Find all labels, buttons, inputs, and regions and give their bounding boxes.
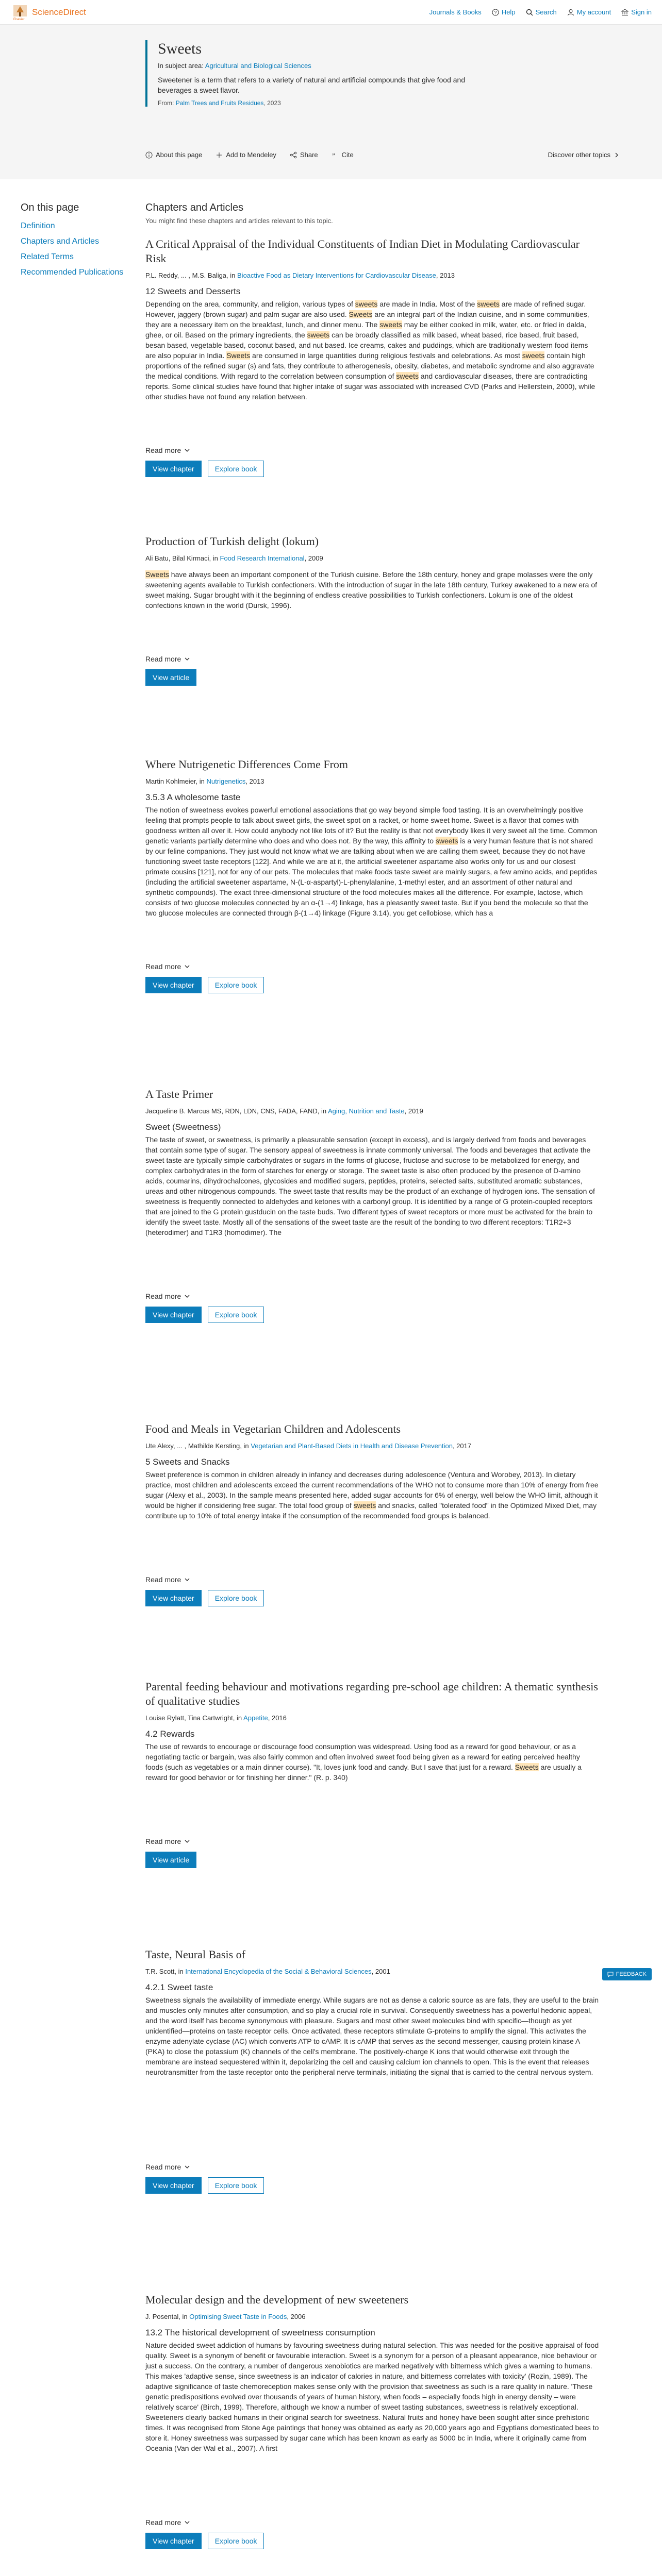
excerpt-fade (145, 419, 599, 443)
help-label: Help (501, 8, 516, 16)
result-card (145, 1087, 599, 1323)
card-section-heading: Sweet (Sweetness) (145, 1122, 221, 1132)
card-authors: Martin Kohlmeier, in (145, 777, 205, 785)
card-excerpt: The notion of sweetness evokes powerful emotional associations that go way beyond simple food tasting. It is an overwhelmingly positive feeling that prompts people to talk about sweet girls, the sweet spot on a racket, or home sweet home. Sweet is a flavor that comes with goodness written all over it. How could anybody not like lots of it? But the reality is that not everybody likes it very sweet all the time. Common genetic variants partially determine who does and who does not. By the way, this affinity to sweets is a very human feature that is not shared by our feline companions. They just would not know what we are talking about when we are calling them sweet, because they do not have functioning sweet taste receptors [122]. And while we are at it, the artificial sweetener aspartame also works only for us and our closest primate cousins [121], not for any of our pets. The molecules that make foods taste sweet are mainly sugars, a few amino acids, and peptides (including the artificial sweetener aspartame, N-(L-α-aspartyl)-L-phenylalanine, 1-methyl ester, and an assortment of other natural and synthetic compounds). The exact three-dimensional structure of the food molecules makes all the difference. For example, lactose, which consists of two glucose molecules connected by an α-(1→4) linkage, has a pleasantly sweet taste. But if you bend the molecule so that the two glucose molecules are connected through β-(1→4) linkage (Figure 3.14), you get cellobiose, which has a (145, 806, 598, 917)
card-title[interactable] (145, 237, 599, 266)
card-byline (145, 777, 599, 786)
card-section-heading: 4.2 Rewards (145, 1729, 195, 1739)
info-icon (145, 151, 153, 159)
view-chapter-button[interactable]: View chapter (145, 461, 202, 477)
card-section-heading: 13.2 The historical development of sweetness consumption (145, 2328, 375, 2337)
logo-text: Elsevier (13, 18, 25, 21)
nav-title: On this page (21, 202, 79, 213)
card-title[interactable] (145, 757, 599, 772)
excerpt-fade (145, 2492, 599, 2515)
card-year: , 2017 (452, 1442, 472, 1450)
view-chapter-button[interactable]: View chapter (145, 1590, 202, 1606)
subject-prefix: In subject area: (158, 62, 204, 70)
read-more-button[interactable] (145, 1837, 599, 1845)
card-excerpt: Nature decided sweet addiction of humans by favouring sweetness during natural selection. This was needed for the positive appraisal of food quality. Sweet is a synonym of benefit or favourable interaction. Sweet is a synonym for a person of a pleasant appearance, nice behaviour or just a success. On the contrary, a number of dangerous xenobiotics are marked negatively with bitterness which gives a warning to humans. This makes 'adaptive sense, since sweetness is an indicator of calories in nature, and bitterness correlates with toxicity' (Rozin, 1989). The adaptive significance of taste chemoreception makes sense only with the provision that sweetness as such is a rare quality in nature. 'These genetic predispositions evolved over thousands of years of human history, when foods – especially foods high in energy density – were relatively scarce' (Birch, 1999). Therefore, although we know a number of sweet tasting substances, sweetness is relatively exceptional. Sweeteners clearly backed humans in their original search for sweetness. Natural fruits and honey have been sought after since prehistoric times. It was recognised from Stone Age paintings that honey was obtained as early as 20,000 years ago and Egyptians domesticated bees to store it. Honey sweetness was surpassed by sugar cane which has been known as early as 5000 bc in India, where it originally came from Oceania (Van der Wal et al., 2007). A first (145, 2341, 599, 2452)
view-chapter-button[interactable]: View chapter (145, 977, 202, 993)
nav-item-recommended-publications[interactable]: Recommended Publications (21, 268, 124, 277)
card-excerpt-container (145, 805, 599, 959)
on-this-page-nav (21, 202, 129, 283)
read-more-label: Read more (145, 655, 181, 663)
card-authors: Ali Batu, Bilal Kirmaci, in (145, 554, 218, 562)
institution-icon (621, 9, 628, 16)
card-excerpt-container (145, 2340, 599, 2515)
card-excerpt-container (145, 1134, 599, 1289)
nav-item-chapters-articles[interactable]: Chapters and Articles (21, 237, 100, 246)
card-excerpt-container (145, 299, 599, 443)
brand-name[interactable]: ScienceDirect (32, 7, 86, 17)
explore-book-button[interactable]: Explore book (208, 977, 264, 993)
subject-area (158, 62, 620, 70)
quote-icon (332, 151, 339, 159)
result-card (145, 534, 599, 686)
card-year: , 2013 (436, 272, 455, 279)
sign-in-link[interactable] (621, 8, 652, 16)
chevron-down-icon (184, 1293, 190, 1299)
cite-label: Cite (341, 151, 354, 159)
card-title-link[interactable]: Where Nutrigenetic Differences Come From (145, 758, 349, 771)
card-title-link[interactable]: Food and Meals in Vegetarian Children and Adolescents (145, 1422, 401, 1435)
about-page-label: About this page (156, 151, 203, 159)
excerpt-fade (145, 936, 599, 959)
card-title-link[interactable]: A Taste Primer (145, 1088, 213, 1100)
card-byline (145, 2312, 599, 2321)
journals-books-label: Journals & Books (429, 8, 482, 16)
card-section-heading: 5 Sweets and Snacks (145, 1457, 230, 1467)
card-source-link[interactable]: Optimising Sweet Taste in Foods (189, 2313, 287, 2320)
explore-book-button[interactable]: Explore book (208, 461, 264, 477)
explore-book-button[interactable]: Explore book (208, 1307, 264, 1323)
card-source-link[interactable]: Bioactive Food as Dietary Interventions for Cardiovascular Disease (237, 272, 436, 279)
card-authors: J. Posental, in (145, 2313, 188, 2320)
explore-book-button[interactable]: Explore book (208, 2533, 264, 2549)
card-section-heading: 3.5.3 A wholesome taste (145, 792, 241, 802)
read-more-button[interactable] (145, 962, 599, 971)
definition-source (158, 99, 620, 107)
nav-item-definition[interactable]: Definition (21, 222, 55, 230)
card-excerpt-container (145, 1995, 599, 2160)
result-card (145, 237, 599, 477)
add-to-mendeley-button[interactable] (216, 151, 276, 159)
chevron-down-icon (184, 2164, 190, 2170)
read-more-button[interactable] (145, 655, 599, 663)
read-more-button[interactable] (145, 2518, 599, 2527)
plus-icon (216, 151, 223, 159)
discover-topics-button[interactable] (548, 151, 620, 159)
chevron-right-icon (614, 152, 620, 158)
read-more-label: Read more (145, 2163, 181, 2171)
view-article-button[interactable]: View article (145, 1852, 196, 1868)
feedback-button[interactable] (602, 1968, 652, 1980)
share-icon (290, 151, 297, 159)
card-year: , 2019 (404, 1107, 423, 1115)
card-source-link[interactable]: Aging, Nutrition and Taste (328, 1107, 405, 1115)
card-excerpt: The use of rewards to encourage or discourage food consumption was widespread. Using food as a reward for good behaviour, or as a negotiating tactic or bargain, was also fairly common and often involved sweet food being given as a reward for eating perceived healthy foods (such as vegetables or a main dinner course). "It, loves junk food and candy. But I save that just for a reward. Sweets are usually a reward for good behavior or for finishing her dinner." (R. p. 340) (145, 1742, 582, 1782)
read-more-label: Read more (145, 962, 181, 971)
journals-books-link[interactable] (429, 8, 482, 16)
topic-actions (145, 151, 620, 159)
chevron-down-icon (184, 1577, 190, 1583)
card-excerpt: Sweetness signals the availability of immediate energy. While sugars are not as dense a caloric source as are fats, they are useful to the brain and muscles only minutes after consumption, and so play a crucial role in survival. Consequently sweetness has a powerful hedonic appeal, and the word itself has become synonymous with pleasure. Sugars and most other sweet molecules bind with specific—though as yet unidentified—proteins on taste receptor cells. Once activated, these receptors stimulate G-proteins to amplify the signal. This activates the enzyme adenylate cyclase (AC) which converts ATP to cAMP. It is cAMP that serves as the second messenger, causing protein kinase A (PKA) to close the potassium (K) channels of the cell's membrane. The positively-charge K ions that would otherwise exit through the membrane are instead sequestered within it, depolarizing the cell and causing calcium ion channels to open. This is the event that releases neurotransmitter from the taste receptor onto the peripheral nerve terminals, initiating the signal that is carried to the central nervous system. (145, 1996, 599, 2076)
chapters-articles-section (145, 202, 599, 2545)
excerpt-fade (145, 1549, 599, 1572)
card-title[interactable] (145, 534, 599, 549)
cite-button[interactable] (332, 151, 354, 159)
card-title-link[interactable]: A Critical Appraisal of the Individual Constituents of Indian Diet in Modulating Cardiovascular Risk (145, 238, 580, 265)
nav-item-related-terms[interactable]: Related Terms (21, 252, 74, 261)
help-link[interactable] (492, 8, 516, 16)
card-byline (145, 554, 599, 563)
card-title[interactable] (145, 1680, 599, 1708)
read-more-button[interactable] (145, 1292, 599, 1300)
card-source-link[interactable]: International Encyclopedia of the Social & Behavioral Sciences (185, 1968, 372, 1975)
search-icon (526, 9, 533, 16)
chevron-down-icon (184, 963, 190, 970)
result-card (145, 2293, 599, 2549)
excerpt-fade (145, 1810, 599, 1834)
result-card (145, 1947, 599, 2194)
read-more-label: Read more (145, 446, 181, 454)
page-title: Sweets (158, 40, 202, 57)
svg-text:?: ? (494, 10, 497, 15)
view-article-button[interactable]: View article (145, 669, 196, 686)
about-page-button[interactable] (145, 151, 202, 159)
card-section-heading: 4.2.1 Sweet taste (145, 1982, 213, 1992)
card-title[interactable] (145, 2293, 599, 2307)
excerpt-fade (145, 1265, 599, 1289)
add-to-mendeley-label: Add to Mendeley (226, 151, 276, 159)
my-account-label: My account (576, 8, 611, 16)
view-chapter-button[interactable]: View chapter (145, 1307, 202, 1323)
svg-text:”: ” (332, 152, 335, 159)
chevron-down-icon (184, 447, 190, 453)
my-account-link[interactable] (567, 8, 611, 16)
card-title[interactable] (145, 1087, 599, 1101)
excerpt-fade (145, 628, 599, 652)
chevron-down-icon (184, 2519, 190, 2526)
card-excerpt-container (145, 569, 599, 652)
card-authors: T.R. Scott, in (145, 1968, 184, 1975)
card-source-link[interactable]: Vegetarian and Plant-Based Diets in Health and Disease Prevention (251, 1442, 453, 1450)
section-title: Chapters and Articles (145, 202, 244, 213)
card-source-link[interactable]: Appetite (243, 1714, 268, 1722)
feedback-label: FEEDBACK (616, 1971, 647, 1977)
card-excerpt: The taste of sweet, or sweetness, is primarily a pleasurable sensation (except in excess), and is largely derived from foods and beverages that contain some type of sugar. The sensory appeal of sweetness is innate commonly universal. The foods and beverages that activate the sweet taste are typically simple carbohydrates or sugars in the forms of glucose, fructose and sucrose to be metabolized for energy, and complex carbohydrates in the form of starches for energy or storage. The sweet taste is also often produced by the presence of D-amino acids, coumarins, dihydrochalcones, glycosides and modified sugars, peptides, proteins, selected salts, substituted aromatic substances, ureas and other nitrogenous compounds. The sweet taste that results may be the product of an exchange of hydrogen ions. The sensation of sweetness is frequently connected to aldehydes and ketones with a carbonyl group. It is identified by a range of G protein-coupled receptors that are joined to the G protein gustducin on the taste buds. Two different types of sweet receptors or more must be activated for the brain to identify the sweet taste. Mostly all of the sensations of the sweet taste are the result of the bonding to two different receptors: T1R2+3 (heterodimer) and T1R3 (homodimer). The (145, 1136, 595, 1236)
topic-definition: Sweetener is a term that refers to a variety of natural and artificial compounds that give food and beverages a sweet flavor. (158, 76, 466, 94)
chevron-down-icon (184, 1838, 190, 1844)
view-chapter-button[interactable]: View chapter (145, 2177, 202, 2194)
search-label: Search (535, 8, 557, 16)
card-byline (145, 1714, 599, 1723)
logo[interactable] (12, 4, 86, 21)
definition-source-link[interactable]: Palm Trees and Fruits Residues (175, 99, 264, 107)
card-year: , 2001 (371, 1968, 390, 1975)
card-excerpt-container (145, 1741, 599, 1834)
chat-icon (607, 1971, 614, 1977)
card-section-heading: 12 Sweets and Desserts (145, 286, 241, 296)
explore-book-button[interactable]: Explore book (208, 2177, 264, 2194)
card-year: , 2016 (268, 1714, 287, 1722)
user-icon (567, 9, 574, 16)
card-byline (145, 1107, 599, 1116)
card-byline (145, 1967, 599, 1976)
read-more-button[interactable] (145, 1575, 599, 1584)
card-title-link[interactable]: Parental feeding behaviour and motivations regarding pre-school age children: A thematic synthesis of qualitative studies (145, 1680, 598, 1707)
result-card (145, 1680, 599, 1868)
section-intro: You might find these chapters and articles relevant to this topic. (145, 217, 333, 225)
card-excerpt: Depending on the area, community, and religion, various types of sweets are made in India. Most of the sweets are made of refined sugar. However, jaggery (brown sugar) and palm sugar are also used. Sweets are an integral part of the Indian cuisine, and in some communities, they are a necessary item on the breakfast, lunch, and dinner menu. The sweets may be either cooked in milk, water, etc. or fried in dalda, ghee, or oil. Based on the primary ingredients, the sweets can be broadly classified as milk based, wheat based, rice based, fruit based, besan based, vegetable based, coconut based, and nut based. Ice creams, cakes and puddings, which are traditionally western food items are also popular in India. Sweets are consumed in large quantities during religious festivals and celebrations. As most sweets contain high proportions of the refined sugar (s) and fats, they contribute to atherogenesis, obesity, diabetes, and metabolic syndrome and also aggravate the medical conditions. With regard to the correlation between consumption of sweets and cardiovascular diseases, there are contradicting reports. Some clinical studies have found that higher intake of sugar was associated with increased CVD (Parks and Hellerstein, 2000), while other studies have not found any relation between. (145, 300, 595, 401)
card-year: , 2006 (287, 2313, 306, 2320)
share-button[interactable] (290, 151, 318, 159)
card-byline (145, 1442, 599, 1451)
chevron-down-icon (184, 656, 190, 662)
read-more-label: Read more (145, 1837, 181, 1845)
elsevier-logo-icon (12, 4, 28, 21)
explore-book-button[interactable]: Explore book (208, 1590, 264, 1606)
sign-in-label: Sign in (631, 8, 652, 16)
card-title[interactable] (145, 1422, 599, 1436)
result-card (145, 1422, 599, 1606)
read-more-label: Read more (145, 2518, 181, 2527)
card-title-link[interactable]: Production of Turkish delight (lokum) (145, 535, 319, 548)
site-header (0, 0, 662, 25)
excerpt-fade (145, 2136, 599, 2160)
read-more-button[interactable] (145, 446, 599, 454)
subject-area-link[interactable]: Agricultural and Biological Sciences (205, 62, 311, 70)
card-title[interactable] (145, 1947, 599, 1962)
search-link[interactable] (526, 8, 557, 16)
card-title-link[interactable]: Taste, Neural Basis of (145, 1948, 245, 1961)
card-excerpt: Sweet preference is common in children already in infancy and decreases during adolescence (Ventura and Worobey, 2013). In dietary practice, most children and adolescents exceed the current recommendations of the WHO not to consume more than 10% of energy from free sugar (Alexy et al., 2003). In the sample means presented here, added sugar accounts for 6% of energy, well below the WHO limit, although it would be higher if considering free sugar. The total food group of sweets and snacks, called "tolerated food" in the Optimized Mixed Diet, may contribute up to 10% of total energy intake if the consumption of the recommended food groups is balanced. (145, 1470, 599, 1520)
card-source-link[interactable]: Food Research International (220, 554, 305, 562)
card-excerpt: Sweets have always been an important component of the Turkish cuisine. Before the 18th century, honey and grape molasses were the only sweetening agents available to Turkish confectioners. With the introduction of sugar in the late 18th century, Turkey awakened to a new era of sweet making. Sugar brought with it the beginning of endless creative possibilities to Turkish confectioners. Lokum is one of the oldest confections known in the world (Dursk, 1996). (145, 570, 598, 609)
card-source-link[interactable]: Nutrigenetics (206, 777, 246, 785)
card-title-link[interactable]: Molecular design and the development of new sweeteners (145, 2293, 409, 2306)
topic-definition-block (145, 40, 620, 107)
card-authors: Jacqueline B. Marcus MS, RDN, LDN, CNS, FADA, FAND, in (145, 1107, 327, 1115)
definition-source-year: , 2023 (263, 99, 281, 107)
read-more-button[interactable] (145, 2163, 599, 2171)
card-year: , 2013 (245, 777, 264, 785)
help-icon (492, 9, 499, 16)
read-more-label: Read more (145, 1575, 181, 1584)
share-label: Share (300, 151, 318, 159)
card-byline (145, 271, 599, 280)
result-card (145, 757, 599, 993)
card-authors: P.L. Reddy, ... , M.S. Baliga, in (145, 272, 236, 279)
card-excerpt-container (145, 1469, 599, 1572)
card-authors: Louise Rylatt, Tina Cartwright, in (145, 1714, 242, 1722)
discover-topics-label: Discover other topics (548, 151, 610, 159)
read-more-label: Read more (145, 1292, 181, 1300)
view-chapter-button[interactable]: View chapter (145, 2533, 202, 2549)
card-authors: Ute Alexy, ... , Mathilde Kersting, in (145, 1442, 249, 1450)
topic-banner (0, 25, 662, 179)
from-prefix: From: (158, 99, 174, 107)
card-year: , 2009 (304, 554, 323, 562)
